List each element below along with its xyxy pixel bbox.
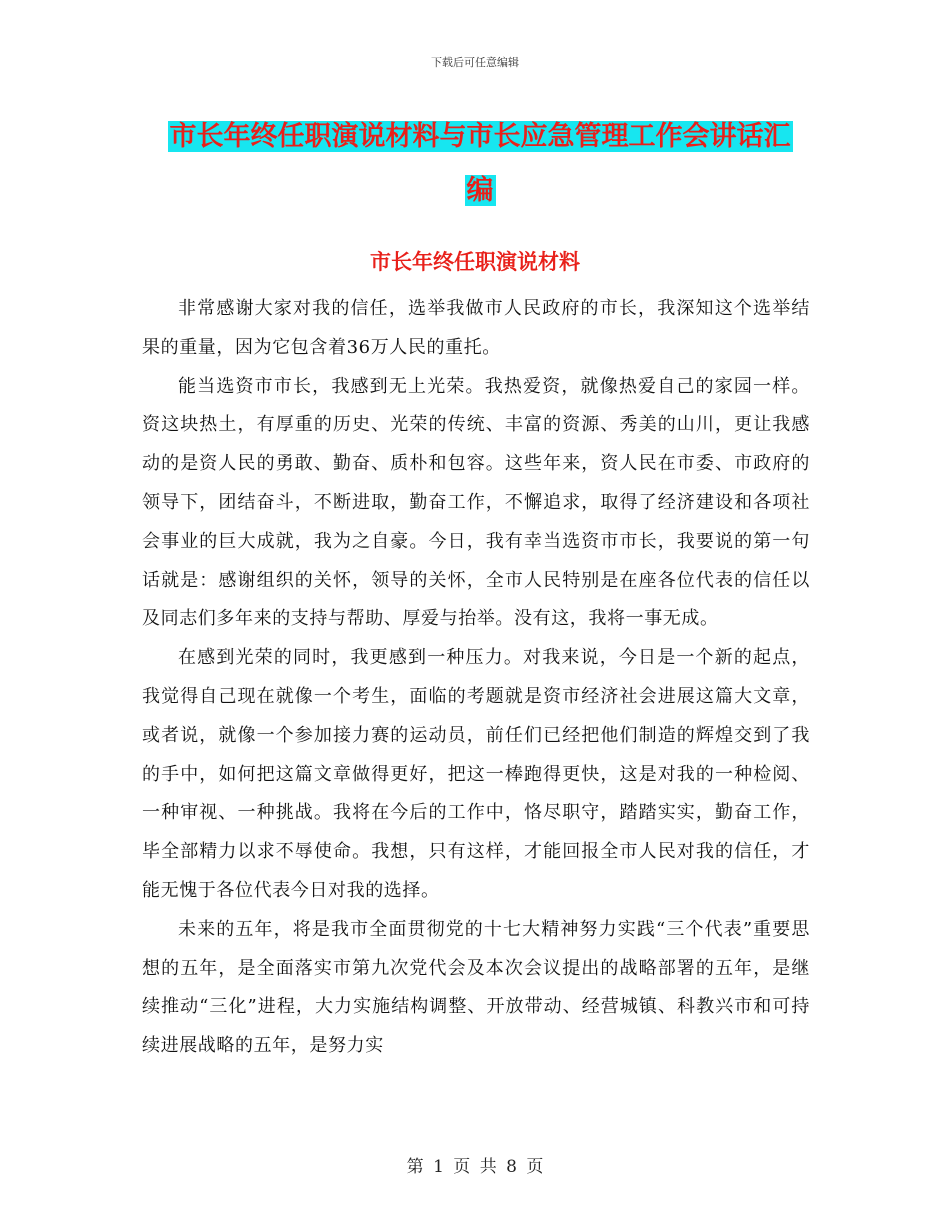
paragraph: 非常感谢大家对我的信任，选举我做市人民政府的市长，我深知这个选举结果的重量，因为它包含着36万人民的重托。 — [142, 298, 810, 358]
document-title-line-2: 编 — [466, 175, 494, 206]
paragraph: 未来的五年，将是我市全面贯彻党的十七大精神努力实践“三个代表”重要思想的五年，是全面落实市第九次党代会及本次会议提出的战略部署的五年，是继续推动“三化”进程，大力实施结构调整、开放带动、经营城镇、科教兴市和可持续进展战略的五年，是努力实 — [142, 918, 810, 1057]
page-number: 第 1 页 共 8 页 — [406, 1157, 544, 1177]
paragraph: 在感到光荣的同时，我更感到一种压力。对我来说，今日是一个新的起点，我觉得自己现在就像一个考生，面临的考题就是资市经济社会进展这篇大文章，或者说，就像一个参加接力赛的运动员，前任们已经把他们制造的辉煌交到了我的手中，如何把这篇文章做得更好，把这一棒跑得更快，这是对我的一种检阅、一种审视、一种挑战。我将在今后的工作中，恪尽职守，踏踏实实，勤奋工作，毕全部精力以求不辱使命。我想，只有这样，才能回报全市人民对我的信任，才能无愧于各位代表今日对我的选择。 — [142, 647, 810, 901]
document-body — [142, 290, 810, 1066]
download-note: 下载后可任意编辑 — [431, 56, 519, 69]
section-title: 市长年终任职演说材料 — [370, 249, 580, 274]
document-title — [140, 110, 820, 218]
paragraph: 能当选资市市长，我感到无上光荣。我热爱资，就像热爱自己的家园一样。资这块热土，有厚重的历史、光荣的传统、丰富的资源、秀美的山川，更让我感动的是资人民的勇敢、勤奋、质朴和包容。这些年来，资人民在市委、市政府的领导下，团结奋斗，不断进取，勤奋工作，不懈追求，取得了经济建设和各项社会事业的巨大成就，我为之自豪。今日，我有幸当选资市市长，我要说的第一句话就是：感谢组织的关怀，领导的关怀，全市人民特别是在座各位代表的信任以及同志们多年来的支持与帮助、厚爱与抬举。没有这，我将一事无成。 — [142, 375, 810, 630]
document-title-line-1: 市长年终任职演说材料与市长应急管理工作会讲话汇 — [169, 121, 791, 152]
